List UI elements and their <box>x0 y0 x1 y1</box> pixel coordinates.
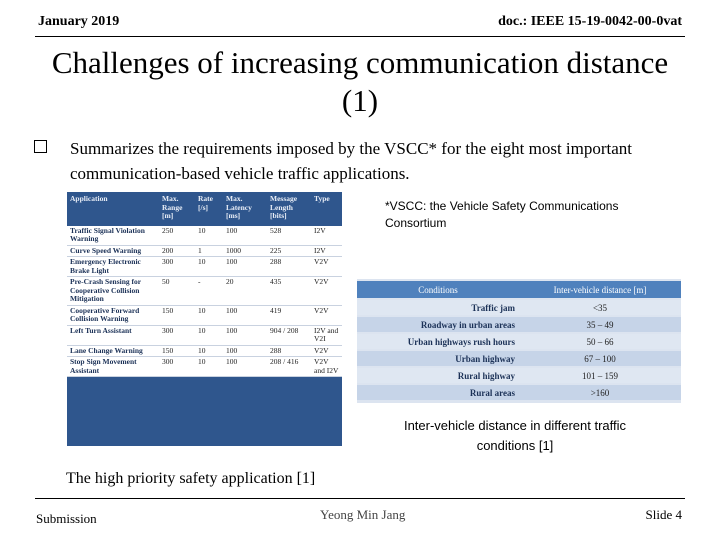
table-cell: 10 <box>195 345 223 357</box>
table-cell: Traffic jam <box>357 300 519 315</box>
table-cell: Left Turn Assistant <box>67 325 159 345</box>
footer-divider <box>35 498 685 499</box>
table-cell: 100 <box>223 226 267 246</box>
table-row <box>67 245 342 257</box>
table-header-row <box>357 281 681 298</box>
table-cell: Lane Change Warning <box>67 345 159 357</box>
table-row <box>357 300 681 315</box>
table-header-cell: Message Length [bits] <box>270 194 298 220</box>
table-cell: 528 <box>267 226 311 246</box>
inter-vehicle-distance-table <box>357 279 681 403</box>
table-cell: 50 <box>159 277 195 306</box>
table-cell: 200 <box>159 245 195 257</box>
table-cell: 10 <box>195 305 223 325</box>
table-cell: >160 <box>519 385 681 400</box>
table-row <box>67 305 342 325</box>
table-cell: V2V <box>311 257 342 277</box>
table-cell: Urban highway <box>357 351 519 366</box>
table-cell: 288 <box>267 257 311 277</box>
header-divider <box>35 36 685 37</box>
table-cell: 225 <box>267 245 311 257</box>
right-table-caption: Inter-vehicle distance in different traffic conditions [1] <box>403 418 627 453</box>
table-cell: 419 <box>267 305 311 325</box>
slide-title: Challenges of increasing communication distance (1) <box>51 45 669 118</box>
table-header-row <box>67 192 342 226</box>
table-header-cell: Conditions <box>357 281 519 298</box>
table-cell: 67 – 100 <box>519 351 681 366</box>
bullet-text: Summarizes the requirements imposed by the VSCC* for the eight most important communication-based vehicle traffic applications. <box>70 139 633 183</box>
table-cell: 50 – 66 <box>519 334 681 349</box>
table-row <box>67 226 342 246</box>
table-cell: Roadway in urban areas <box>357 317 519 332</box>
vscc-footnote: *VSCC: the Vehicle Safety Communications Consortium <box>385 199 619 230</box>
table-row <box>67 345 342 357</box>
table-row <box>67 357 342 377</box>
table-row <box>357 351 681 366</box>
table-header-cell: Max. Latency [ms] <box>226 194 252 220</box>
table-cell: I2V <box>311 245 342 257</box>
table-cell: 20 <box>223 277 267 306</box>
table-row <box>67 325 342 345</box>
safety-application-table <box>67 192 342 446</box>
table-cell: Stop Sign Movement Assistant <box>67 357 159 377</box>
table-cell: 100 <box>223 305 267 325</box>
table-cell: V2V <box>311 277 342 306</box>
table-cell: 150 <box>159 345 195 357</box>
table-cell: V2V <box>311 345 342 357</box>
table-cell: I2V <box>311 226 342 246</box>
table-row <box>357 317 681 332</box>
table-header-cell: Rate [/s] <box>198 194 213 212</box>
table-cell: Pre-Crash Sensing for Cooperative Collision Mitigation <box>67 277 159 306</box>
table-cell: 250 <box>159 226 195 246</box>
header-date: January 2019 <box>38 14 120 29</box>
table-cell: 300 <box>159 325 195 345</box>
table-cell: Traffic Signal Violation Warning <box>67 226 159 246</box>
table-cell: - <box>195 277 223 306</box>
table-row <box>67 257 342 277</box>
footer-author: Yeong Min Jang <box>320 507 406 522</box>
bullet-checkbox-icon <box>34 140 47 153</box>
table-row <box>357 368 681 383</box>
table-header-cell: Type <box>314 194 330 203</box>
table-cell: Urban highways rush hours <box>357 334 519 349</box>
table-cell: Rural highway <box>357 368 519 383</box>
table-header-cell: Application <box>70 194 108 203</box>
table-cell: Cooperative Forward Collision Warning <box>67 305 159 325</box>
table-cell: 10 <box>195 226 223 246</box>
table-cell: Emergency Electronic Brake Light <box>67 257 159 277</box>
header-doc-id: doc.: IEEE 15-19-0042-00-0vat <box>498 14 682 29</box>
table-cell: V2V and I2V <box>311 357 342 377</box>
table-header-cell: Inter-vehicle distance [m] <box>519 281 681 298</box>
table-row <box>357 385 681 400</box>
footer-submission: Submission <box>36 511 97 526</box>
table-cell: <35 <box>519 300 681 315</box>
table-cell: 10 <box>195 257 223 277</box>
table-cell: Rural areas <box>357 385 519 400</box>
table-cell: 1 <box>195 245 223 257</box>
table-cell: 10 <box>195 325 223 345</box>
table-cell: 288 <box>267 345 311 357</box>
table-row <box>67 277 342 306</box>
table-cell: 300 <box>159 257 195 277</box>
table-cell: 100 <box>223 325 267 345</box>
table-cell: 208 / 416 <box>267 357 311 377</box>
table-cell: 300 <box>159 357 195 377</box>
table-cell: Curve Speed Warning <box>67 245 159 257</box>
table-cell: 100 <box>223 345 267 357</box>
table-row <box>357 334 681 349</box>
table-cell: V2V <box>311 305 342 325</box>
table-cell: 100 <box>223 357 267 377</box>
table-cell: I2V and V2I <box>311 325 342 345</box>
footer-slide-number: Slide 4 <box>645 507 682 522</box>
table-cell: 435 <box>267 277 311 306</box>
table-cell: 150 <box>159 305 195 325</box>
table-cell: 101 – 159 <box>519 368 681 383</box>
table-cell: 100 <box>223 257 267 277</box>
table-cell: 904 / 208 <box>267 325 311 345</box>
table-cell: 1000 <box>223 245 267 257</box>
left-table-caption: The high priority safety application [1] <box>66 470 316 487</box>
table-cell: 10 <box>195 357 223 377</box>
table-header-cell: Max. Range [m] <box>162 194 183 220</box>
table-cell: 35 – 49 <box>519 317 681 332</box>
